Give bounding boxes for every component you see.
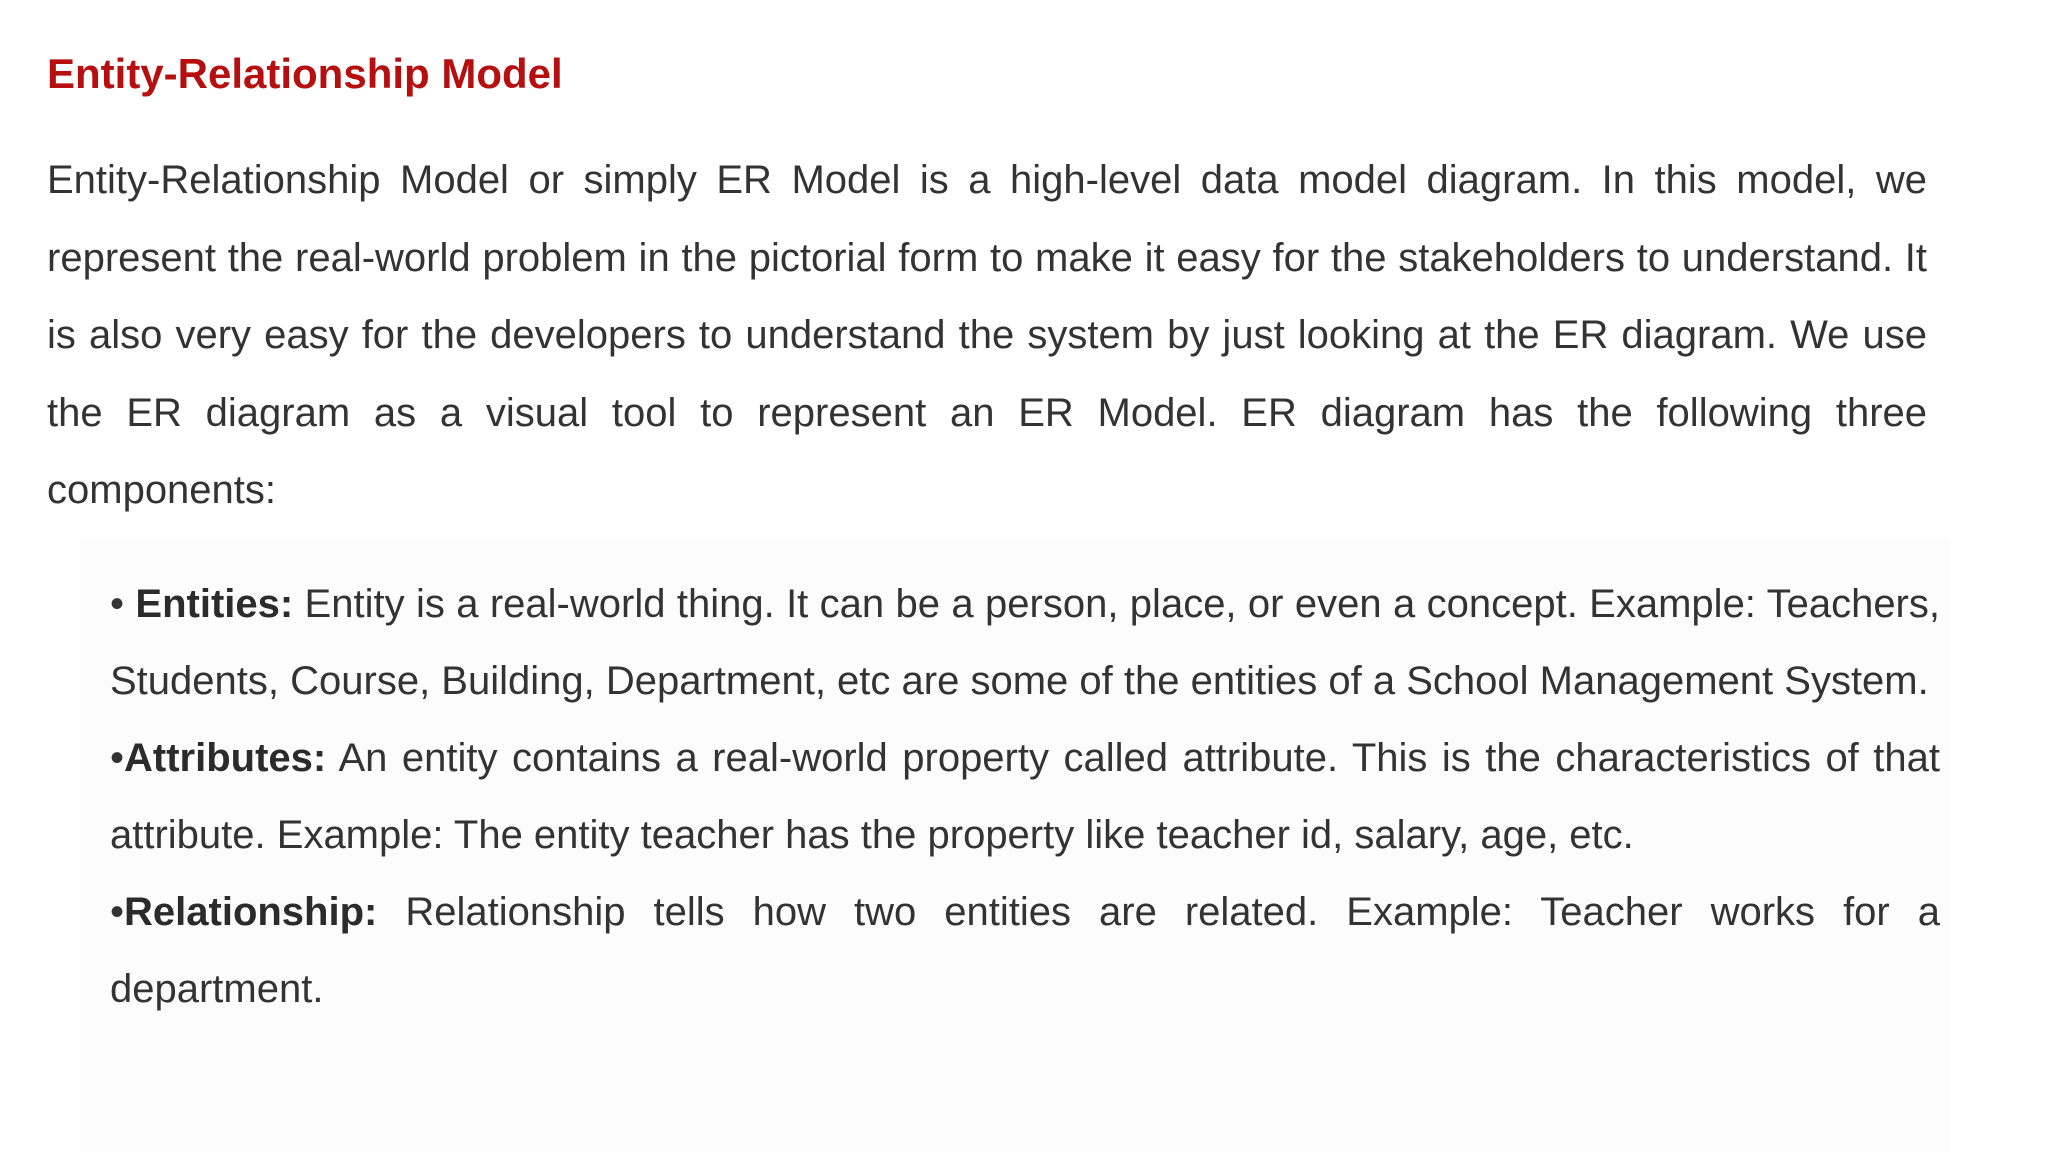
components-list [110,566,1940,1028]
bullet-marker: • [110,890,125,934]
term-relationship: Relationship: [124,890,378,934]
bullet-marker: • [110,582,136,626]
bullet-marker: • [110,736,125,780]
list-item-entities [110,566,1940,720]
intro-paragraph: Entity-Relationship Model or simply ER Model is a high-level data model diagram. In this model, we represent the real-world problem in the pictorial form to make it easy for the stakeholders to understand. It is also very easy for the developers to understand the system by just looking at the ER diagram. We use the ER diagram as a visual tool to represent an ER Model. ER diagram has the following three components: [47,158,1927,512]
description-attributes: An entity contains a real-world property called attribute. This is the characteristics of that attribute. Example: The entity teacher has the property like teacher id, salary, age, etc. [110,736,1940,857]
list-item-attributes [110,720,1940,874]
description-entities: Entity is a real-world thing. It can be a person, place, or even a concept. Example: Teachers, Students, Course, Building, Department, etc are some of the entities of a School Management System. [110,582,1940,703]
description-relationship: Relationship tells how two entities are related. Example: Teacher works for a department. [110,890,1940,1011]
list-item-relationship [110,874,1940,1028]
term-entities: Entities: [135,582,294,626]
term-attributes: Attributes: [124,736,327,780]
page-title: Entity-Relationship Model [47,50,563,97]
